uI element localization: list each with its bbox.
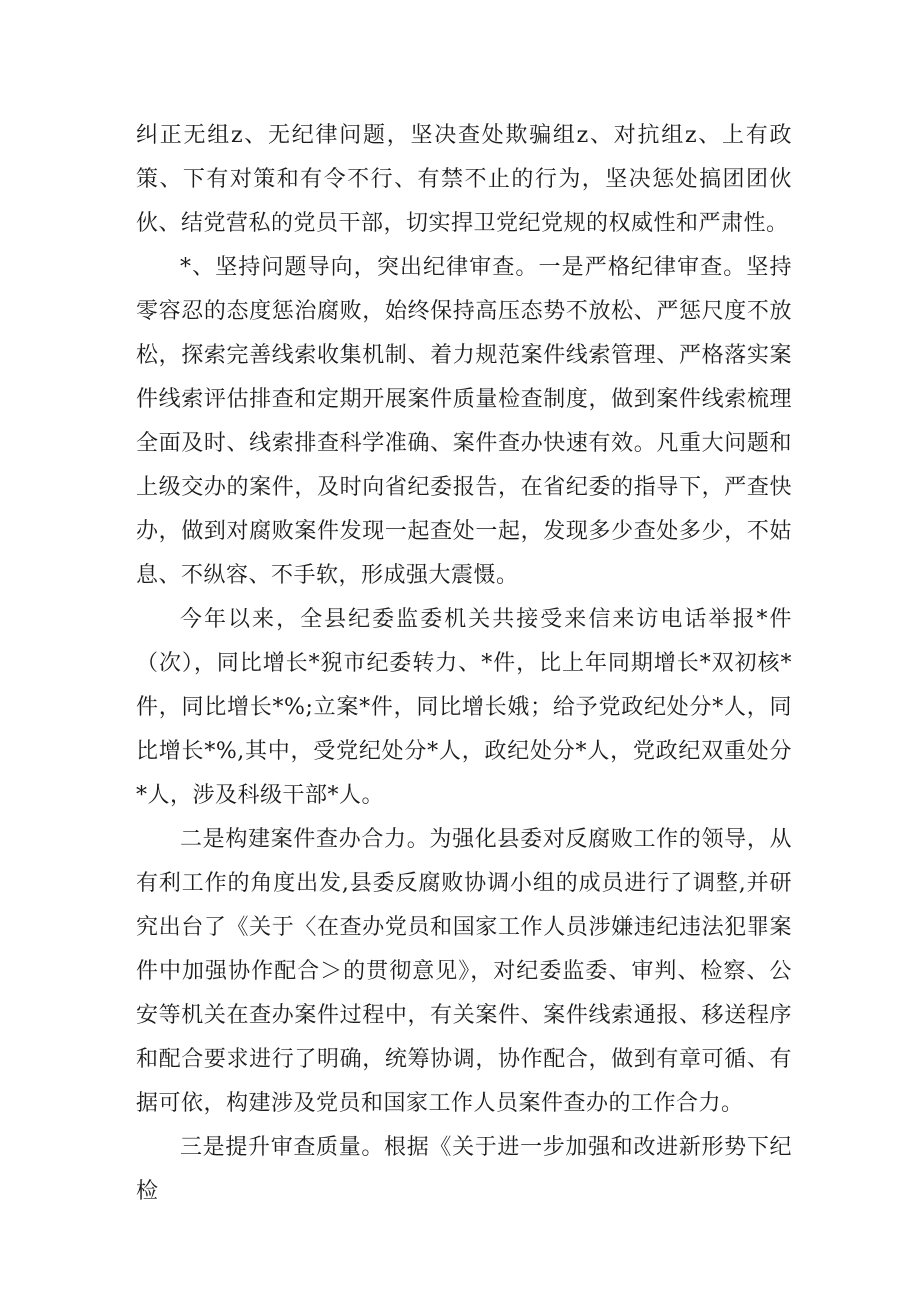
paragraph-statistics: 今年以来，全县纪委监委机关共接受来信来访电话举报*件（次），同比增长*猊市纪委转力、*件，比上年同期增长*双初核*件，同比增长*%;立案*件，同比增长娥；给予党政纪处分*人，同比增长*%,其中，受党纪处分*人，政纪处分*人，党政纪双重处分*人，涉及科级干部*人。 xyxy=(136,607,792,808)
paragraph-review-quality: 三是提升审查质量。根据《关于进一步加强和改进新形势下纪检 xyxy=(136,1135,792,1204)
document-body xyxy=(136,114,792,1214)
paragraph-continuation: 纠正无组z、无纪律问题，坚决查处欺骗组z、对抗组z、上有政策、下有对策和有令不行、有禁不止的行为，坚决惩处搞团团伙伙、结党营私的党员干部，切实捍卫党纪党规的权威性和严肃性。 xyxy=(136,123,792,236)
paragraph-discipline-review: *、坚持问题导向，突出纪律审查。一是严格纪律审查。坚持零容忍的态度惩治腐败，始终保持高压态势不放松、严惩尺度不放松，探索完善线索收集机制、着力规范案件线索管理、严格落实案件线索评估排查和定期开展案件质量检查制度，做到案件线索梳理全面及时、线索排查科学准确、案件查办快速有效。凡重大问题和上级交办的案件，及时向省纪委报告，在省纪委的指导下，严查快办，做到对腐败案件发现一起查处一起，发现多少查处多少，不姑息、不纵容、不手软，形成强大震慑。 xyxy=(136,255,792,588)
paragraph-case-coordination: 二是构建案件查办合力。为强化县委对反腐败工作的领导，从有利工作的角度出发,县委反腐败协调小组的成员进行了调整,并研究出台了《关于〈在查办党员和国家工作人员涉嫌违纪违法犯罪案件中加强协作配合＞的贯彻意见》，对纪委监委、审判、检察、公安等机关在查办案件过程中，有关案件、案件线索通报、移送程序和配合要求进行了明确，统筹协调，协作配合，做到有章可循、有据可依，构建涉及党员和国家工作人员案件查办的工作合力。 xyxy=(136,827,792,1116)
